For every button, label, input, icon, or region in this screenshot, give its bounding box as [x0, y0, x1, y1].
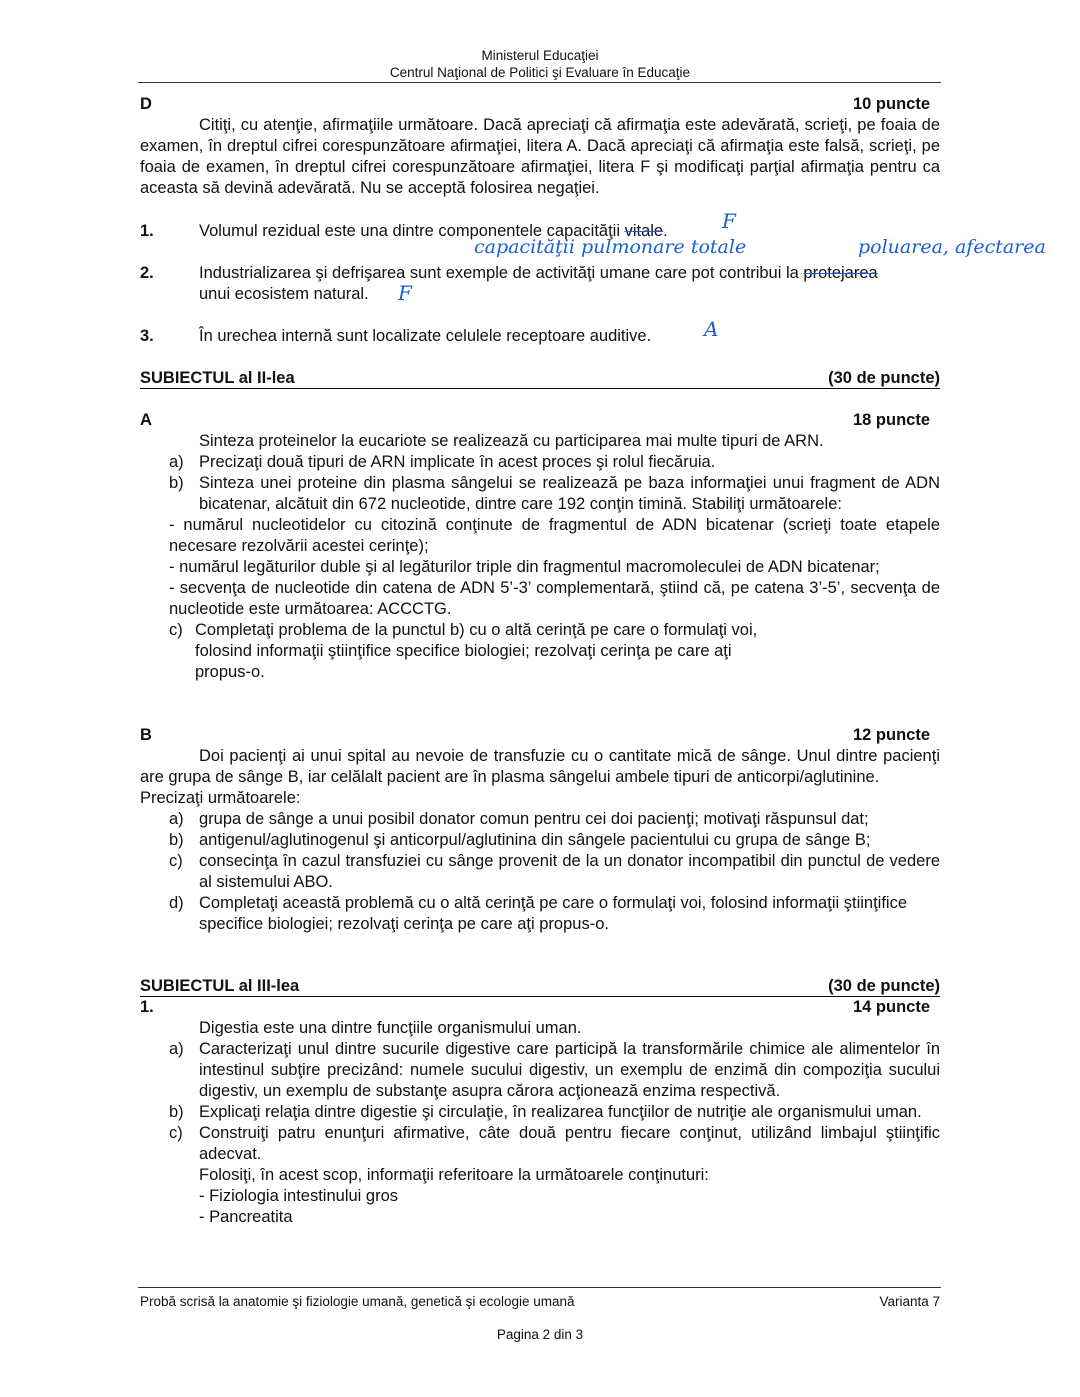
question-number: 1.: [140, 998, 154, 1016]
item-label: a): [169, 453, 184, 471]
item-text: consecinţa în cazul transfuziei cu sânge provenit de la un donator incompatibil din punctul de vedere al sistemului ABO.: [199, 852, 940, 891]
statement-2: [140, 263, 940, 305]
item-label: c): [169, 621, 183, 639]
section-points: 18 puncte: [852, 411, 930, 429]
handwritten-correction-2: poluarea, afectarea: [858, 236, 1046, 258]
content-item: - Pancreatita: [199, 1208, 293, 1226]
statement-3: [140, 326, 940, 347]
section-d: [140, 94, 940, 199]
ministry-name: Ministerul Educaţiei: [481, 48, 599, 63]
struck-word: protejarea: [803, 264, 878, 282]
item-label: b): [169, 1103, 184, 1121]
page-number: Pagina 2 din 3: [496, 1327, 584, 1342]
footer-divider: [138, 1287, 941, 1288]
statement-end: .: [663, 222, 668, 240]
exam-title: Probă scrisă la anatomie şi fiziologie umană, genetică şi ecologie umană: [140, 1294, 575, 1309]
bullet-item: - numărul nucleotidelor cu citozină conţinute de fragmentul de ADN bicatenar (scrieţi toate etapele necesare rezolvării acestei cerinţe);: [169, 516, 940, 555]
instructions: Citiţi, cu atenţie, afirmaţiile următoare. Dacă apreciaţi că afirmaţia este adevărată, scrieţi, pe foaia de examen, în dreptul cifrei corespunzătoare afirmaţiei, litera A. Dacă apreciaţi că afirmaţia este falsă, scrieţi, pe foaia de examen, în dreptul cifrei corespunzătoare afirmaţiei, litera F şi modificaţi parţial afirmaţia pentru ca aceasta să devină adevărată. Nu se acceptă folosirea negaţiei.: [140, 116, 940, 197]
item-label: c): [169, 1124, 183, 1142]
section-points: 10 puncte: [852, 95, 930, 113]
use-text: Folosiţi, în acest scop, informaţii referitoare la următoarele conţinuturi:: [199, 1166, 709, 1184]
struck-word: vitale: [624, 222, 664, 240]
item-label: a): [169, 810, 184, 828]
item-label: a): [169, 1040, 184, 1058]
bullet-item: - numărul legăturilor duble şi al legăturilor triple din fragmentul macromoleculei de ADN bicatenar;: [169, 558, 880, 576]
section-points: 12 puncte: [852, 726, 930, 744]
item-number: 1.: [140, 222, 154, 240]
subject-3: [140, 976, 940, 1228]
item-label: c): [169, 852, 183, 870]
item-number: 2.: [140, 264, 154, 282]
statement-end: unui ecosistem natural.: [199, 285, 369, 303]
section-letter: D: [140, 95, 152, 113]
item-text: Completaţi această problemă cu o altă cerinţă pe care o formulaţi voi, folosind informaţii ştiinţifice specifice biologiei; rezolvaţi cerinţa pe care aţi propus-o.: [199, 894, 908, 933]
prompt-text: Precizaţi următoarele:: [140, 789, 301, 807]
item-label: d): [169, 894, 184, 912]
content-item: - Fiziologia intestinului gros: [199, 1187, 399, 1205]
item-text: antigenul/aglutinogenul şi anticorpul/aglutinina din sângele pacientului cu grupa de sânge B;: [199, 831, 871, 849]
statement-text: În urechea internă sunt localizate celulele receptoare auditive.: [199, 327, 652, 345]
subject-points: (30 de puncte): [828, 369, 940, 387]
header-divider: [138, 82, 941, 83]
subject-title: SUBIECTUL al III-lea: [140, 977, 300, 995]
item-label: b): [169, 474, 184, 492]
statement-text: Volumul rezidual este una dintre componentele capacităţii: [199, 222, 625, 240]
statement-text: Industrializarea şi defrişarea sunt exemple de activităţi umane care pot contribui la: [199, 264, 804, 282]
subject-points: (30 de puncte): [828, 977, 940, 995]
subject-2: [140, 368, 940, 389]
item-number: 3.: [140, 327, 154, 345]
item-text: Construiţi patru enunţuri afirmative, câte două pentru fiecare conţinut, utilizând limbajul ştiinţific adecvat.: [199, 1124, 940, 1163]
item-text: Completaţi problema de la punctul b) cu o altă cerinţă pe care o formulaţi voi, folosind informaţii ştiinţifice specifice biologiei; rezolvaţi cerinţa pe care aţi propus-o.: [195, 621, 758, 681]
item-text: Precizaţi două tipuri de ARN implicate în acest proces şi rolul fiecăruia.: [199, 453, 716, 471]
handwritten-correction-1: capacităţii pulmonare totale: [474, 236, 747, 258]
intro-text: Digestia este una dintre funcţiile organismului uman.: [199, 1019, 582, 1037]
variant-label: Varianta 7: [879, 1294, 940, 1309]
bullet-item: - secvenţa de nucleotide din catena de ADN 5’-3’ complementară, ştiind că, pe catena 3’-5’, secvenţa de nucleotide este următoarea: ACCCTG.: [169, 579, 940, 618]
page-header: [140, 47, 940, 81]
intro-text: Sinteza proteinelor la eucariote se realizează cu participarea mai multe tipuri de ARN.: [199, 432, 824, 450]
center-name: Centrul Naţional de Politici şi Evaluare în Educaţie: [389, 65, 691, 80]
subject-title: SUBIECTUL al II-lea: [140, 369, 295, 387]
question-points: 14 puncte: [852, 998, 930, 1016]
item-label: b): [169, 831, 184, 849]
section-letter: B: [140, 726, 152, 744]
section-letter: A: [140, 411, 152, 429]
handwritten-mark-1: F: [722, 209, 736, 233]
subject-2-a: [140, 410, 940, 683]
item-text: grupa de sânge a unui posibil donator comun pentru cei doi pacienţi; motivaţi răspunsul dat;: [199, 810, 869, 828]
item-text: Sinteza unei proteine din plasma sângelui se realizează pe baza informaţiei unui fragment de ADN bicatenar, alcătuit din 672 nucleotide, dintre care 192 conţin timină. Stabiliţi următoarele:: [199, 474, 940, 513]
intro-text: Doi pacienţi ai unui spital au nevoie de transfuzie cu o cantitate mică de sânge. Unul dintre pacienţi are grupa de sânge B, iar celălalt pacient are în plasma sângelui ambele tipuri de anticorpi/aglutinine.: [140, 747, 940, 786]
item-text: Caracterizaţi unul dintre sucurile digestive care participă la transformările chimice ale alimentelor în intestinul subţire precizând: numele sucului digestiv, un exemplu de enzimă din compoziţia sucului digestiv, un exemplu de substanţe asupra cărora acţionează enzima respectivă.: [199, 1040, 940, 1100]
page-footer: [140, 1291, 940, 1312]
handwritten-mark-3: A: [704, 317, 719, 341]
handwritten-mark-2: F: [398, 281, 412, 305]
item-text: Explicaţi relaţia dintre digestie şi circulaţie, în realizarea funcţiilor de nutriţie ale organismului uman.: [199, 1103, 922, 1121]
subject-2-b: [140, 725, 940, 935]
